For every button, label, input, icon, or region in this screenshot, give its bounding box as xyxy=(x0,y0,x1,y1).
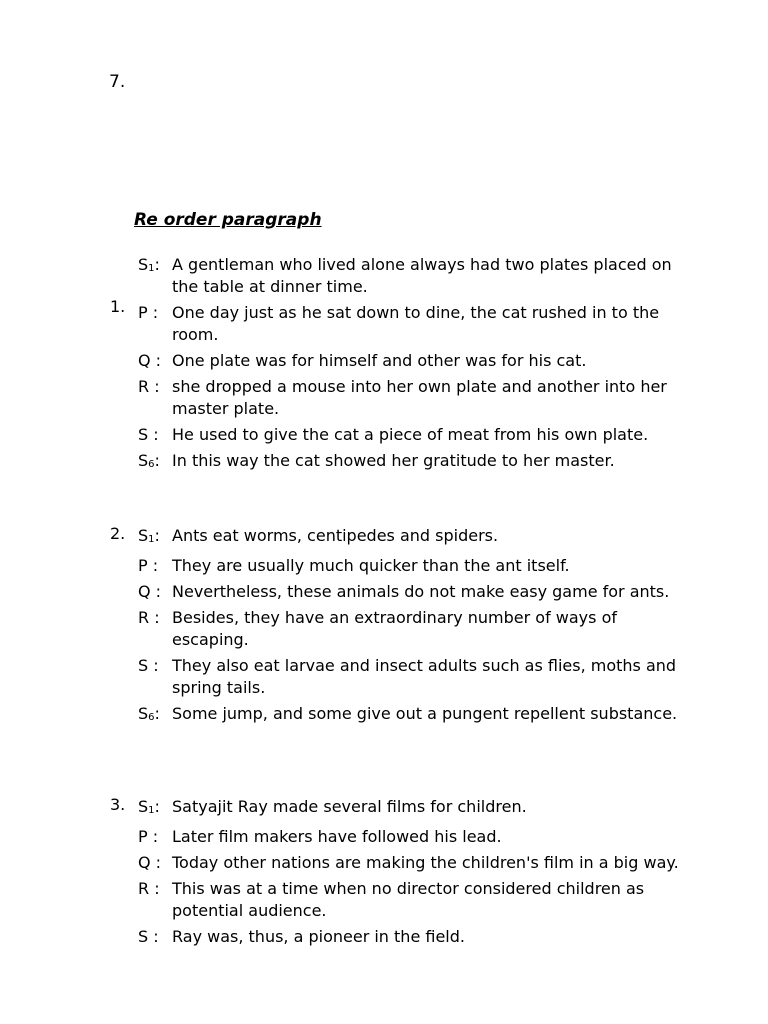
sentence xyxy=(138,655,698,699)
sentence-text: This was at a time when no director considered children as potential audience. xyxy=(172,879,645,920)
sentence-text: In this way the cat showed her gratitude to her master. xyxy=(172,451,615,470)
sentence-text: Ants eat worms, centipedes and spiders. xyxy=(172,526,499,545)
sentence-text: Ray was, thus, a pioneer in the field. xyxy=(172,927,465,946)
question-block xyxy=(138,525,698,733)
sentence-text: A gentleman who lived alone always had two plates placed on the table at dinner time. xyxy=(172,255,672,296)
sentence-text: Nevertheless, these animals do not make easy game for ants. xyxy=(172,582,670,601)
sentence-label: Q : xyxy=(138,582,162,601)
sentence xyxy=(138,376,698,420)
sentence xyxy=(138,302,698,346)
sentence xyxy=(138,826,698,848)
sentence-label: R : xyxy=(138,879,160,898)
sentence-label: P : xyxy=(138,827,159,846)
sentence xyxy=(138,926,698,948)
sentence-text: Satyajit Ray made several films for children. xyxy=(172,797,527,816)
sentence xyxy=(138,424,698,446)
sentence-text: One day just as he sat down to dine, the cat rushed in to the room. xyxy=(172,303,660,344)
sentence xyxy=(138,878,698,922)
sentence xyxy=(138,607,698,651)
sentence xyxy=(138,555,698,577)
sentence-text: They also eat larvae and insect adults such as flies, moths and spring tails. xyxy=(172,656,677,697)
sentence-label: R : xyxy=(138,608,160,627)
sentence-label: $S_1$: xyxy=(138,526,160,545)
sentence xyxy=(138,703,698,729)
sentence-label: $S_6$: xyxy=(138,704,160,723)
sentence-text: she dropped a mouse into her own plate and another into her master plate. xyxy=(172,377,667,418)
question-number: 2. xyxy=(110,524,126,543)
question-number: 1. xyxy=(110,297,126,316)
sentence-label: R : xyxy=(138,377,160,396)
sentence-text: Some jump, and some give out a pungent repellent substance. xyxy=(172,704,678,723)
sentence xyxy=(138,525,698,551)
sentence-text: One plate was for himself and other was for his cat. xyxy=(172,351,587,370)
sentence-label: Q : xyxy=(138,351,162,370)
sentence xyxy=(138,796,698,822)
question-block xyxy=(138,254,698,480)
sentence-text: He used to give the cat a piece of meat from his own plate. xyxy=(172,425,649,444)
sentence-label: $S_6$: xyxy=(138,451,160,470)
sentence xyxy=(138,852,698,874)
sentence xyxy=(138,350,698,372)
sentence-label: S : xyxy=(138,656,159,675)
sentence xyxy=(138,254,698,298)
sentence-text: Later film makers have followed his lead. xyxy=(172,827,502,846)
sentence xyxy=(138,581,698,603)
sentence-label: $S_1$: xyxy=(138,797,160,816)
sentence-label: S : xyxy=(138,425,159,444)
sentence xyxy=(138,450,698,476)
page-number: 7. xyxy=(109,72,126,92)
sentence-label: P : xyxy=(138,556,159,575)
sentence-label: S : xyxy=(138,927,159,946)
sentence-text: Besides, they have an extraordinary number of ways of escaping. xyxy=(172,608,617,649)
question-block xyxy=(138,796,698,952)
section-title: Re order paragraph xyxy=(134,210,322,230)
sentence-label: $S_1$: xyxy=(138,255,160,274)
sentence-label: P : xyxy=(138,303,159,322)
question-number: 3. xyxy=(110,795,126,814)
sentence-label: Q : xyxy=(138,853,162,872)
sentence-text: Today other nations are making the children's film in a big way. xyxy=(172,853,679,872)
sentence-text: They are usually much quicker than the ant itself. xyxy=(172,556,570,575)
